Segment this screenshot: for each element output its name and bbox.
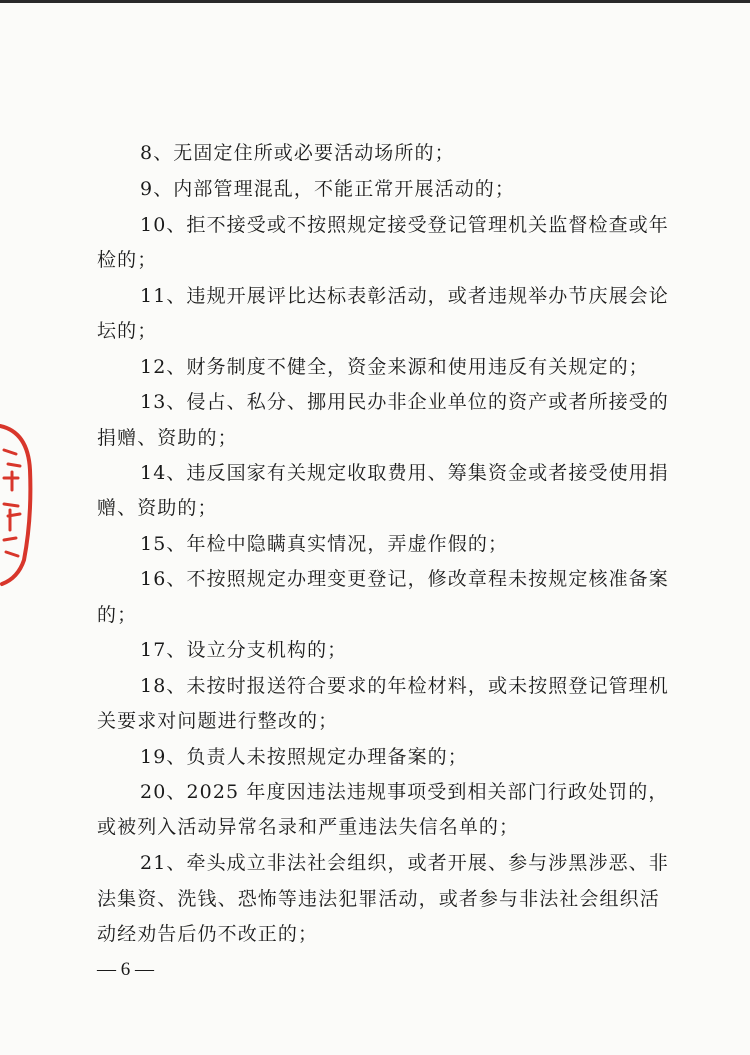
item-10-line-1: 10、拒不接受或不按照规定接受登记管理机关监督检查或年 (140, 214, 669, 236)
item-13-line-2: 捐赠、资助的； (97, 427, 238, 449)
item-16-line-2: 的； (97, 604, 138, 626)
item-19: 19、负责人未按照规定办理备案的； (140, 746, 468, 768)
item-18-line-1: 18、未按时报送符合要求的年检材料，或未按照登记管理机 (140, 675, 669, 697)
item-14-line-1: 14、违反国家有关规定收取费用、筹集资金或者接受使用捐 (140, 462, 669, 484)
item-11-line-2: 坛的； (97, 320, 158, 342)
item-9: 9、内部管理混乱，不能正常开展活动的； (140, 178, 515, 200)
page-number: — 6 — (97, 959, 154, 980)
item-12: 12、财务制度不健全，资金来源和使用违反有关规定的； (140, 356, 649, 378)
item-17: 17、设立分支机构的； (140, 639, 348, 661)
item-21-line-1: 21、牵头成立非法社会组织，或者开展、参与涉黑涉恶、非 (140, 852, 669, 874)
item-21-line-2: 法集资、洗钱、恐怖等违法犯罪活动，或者参与非法社会组织活 (97, 888, 660, 910)
item-14-line-2: 赠、资助的； (97, 497, 218, 519)
item-13-line-1: 13、侵占、私分、挪用民办非企业单位的资产或者所接受的 (140, 391, 669, 413)
item-10-line-2: 检的； (97, 249, 158, 271)
item-20-line-2: 或被列入活动异常名录和严重违法失信名单的； (97, 816, 520, 838)
item-15: 15、年检中隐瞒真实情况，弄虚作假的； (140, 533, 509, 555)
item-8: 8、无固定住所或必要活动场所的； (140, 142, 455, 164)
item-11-line-1: 11、违规开展评比达标表彰活动，或者违规举办节庆展会论 (140, 285, 669, 307)
item-21-line-3: 动经劝告后仍不改正的； (97, 923, 319, 945)
seal-stamp-fragment (0, 420, 38, 590)
item-18-line-2: 关要求对问题进行整改的； (97, 710, 339, 732)
item-16-line-1: 16、不按照规定办理变更登记，修改章程未按规定核准备案 (140, 568, 669, 590)
item-20-line-1: 20、2025 年度因违法违规事项受到相关部门行政处罚的， (140, 781, 669, 803)
